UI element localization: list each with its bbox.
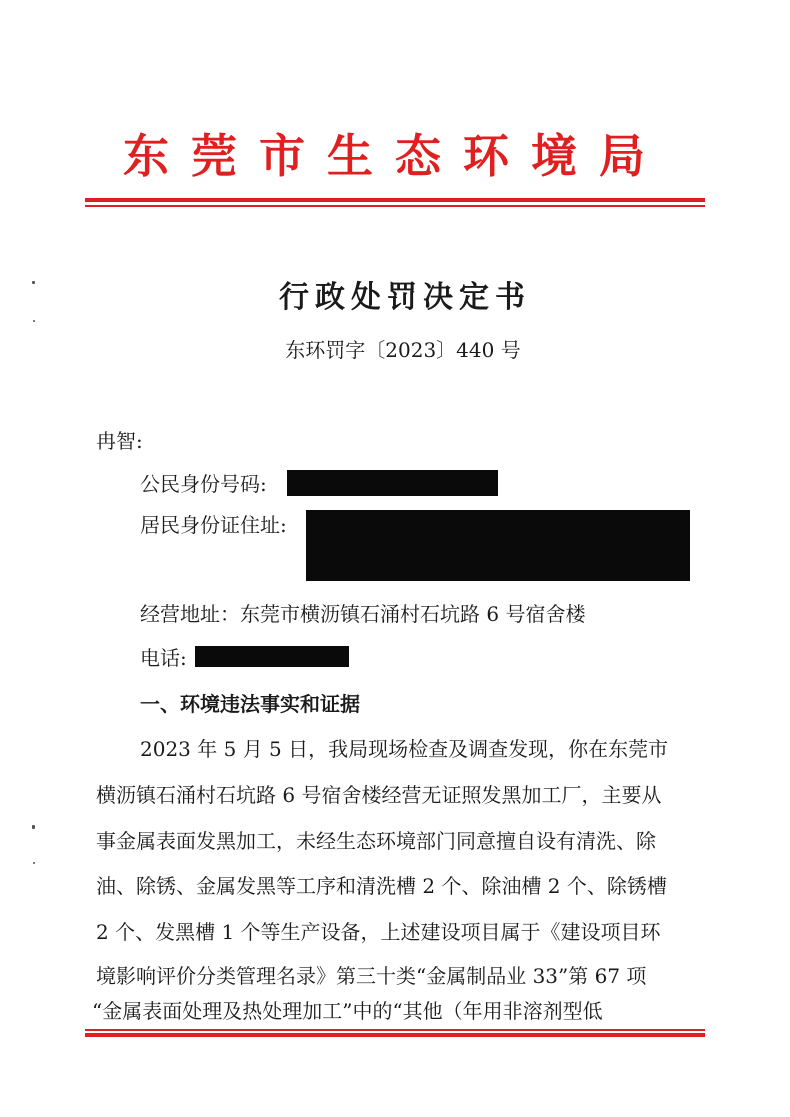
body-line-5: 2 个、发黑槽 1 个等生产设备，上述建设项目属于《建设项目环 xyxy=(96,920,661,944)
address-label: 居民身份证住址: xyxy=(140,513,287,537)
redacted-phone xyxy=(195,646,349,667)
redacted-address xyxy=(306,510,690,581)
business-address: 经营地址：东莞市横沥镇石涌村石坑路 6 号宿舍楼 xyxy=(140,602,586,626)
section-heading: 一、环境违法事实和证据 xyxy=(140,692,360,716)
id-number-label: 公民身份号码: xyxy=(140,472,267,496)
body-line-4: 油、除锈、金属发黑等工序和清洗槽 2 个、除油槽 2 个、除锈槽 xyxy=(96,874,667,898)
header-red-rule-thin xyxy=(85,205,705,207)
footer-red-rule-thick xyxy=(85,1033,705,1037)
body-line-1: 2023 年 5 月 5 日，我局现场检查及调查发现，你在东莞市 xyxy=(140,737,669,761)
header-red-rule-thick xyxy=(85,198,705,202)
body-line-6: 境影响评价分类管理名录》第三十类“金属制品业 33”第 67 项 xyxy=(96,964,647,988)
body-line-7: “金属表面处理及热处理加工”中的“其他（年用非溶剂型低 xyxy=(92,999,603,1023)
footer-red-rule-thin xyxy=(85,1029,705,1031)
scan-speck xyxy=(32,825,35,829)
phone-label: 电话: xyxy=(140,646,187,670)
party-name: 冉智: xyxy=(96,429,143,453)
issuing-authority-title: 东莞市生态环境局 xyxy=(123,129,667,183)
document-title: 行政处罚决定书 xyxy=(279,280,531,315)
body-line-2: 横沥镇石涌村石坑路 6 号宿舍楼经营无证照发黑加工厂，主要从 xyxy=(96,783,662,807)
scan-speck xyxy=(33,320,35,322)
body-line-3: 事金属表面发黑加工，未经生态环境部门同意擅自设有清洗、除 xyxy=(96,829,656,853)
scan-speck xyxy=(33,862,35,864)
document-number: 东环罚字〔2023〕440 号 xyxy=(285,338,521,362)
redacted-id-number xyxy=(287,470,498,496)
